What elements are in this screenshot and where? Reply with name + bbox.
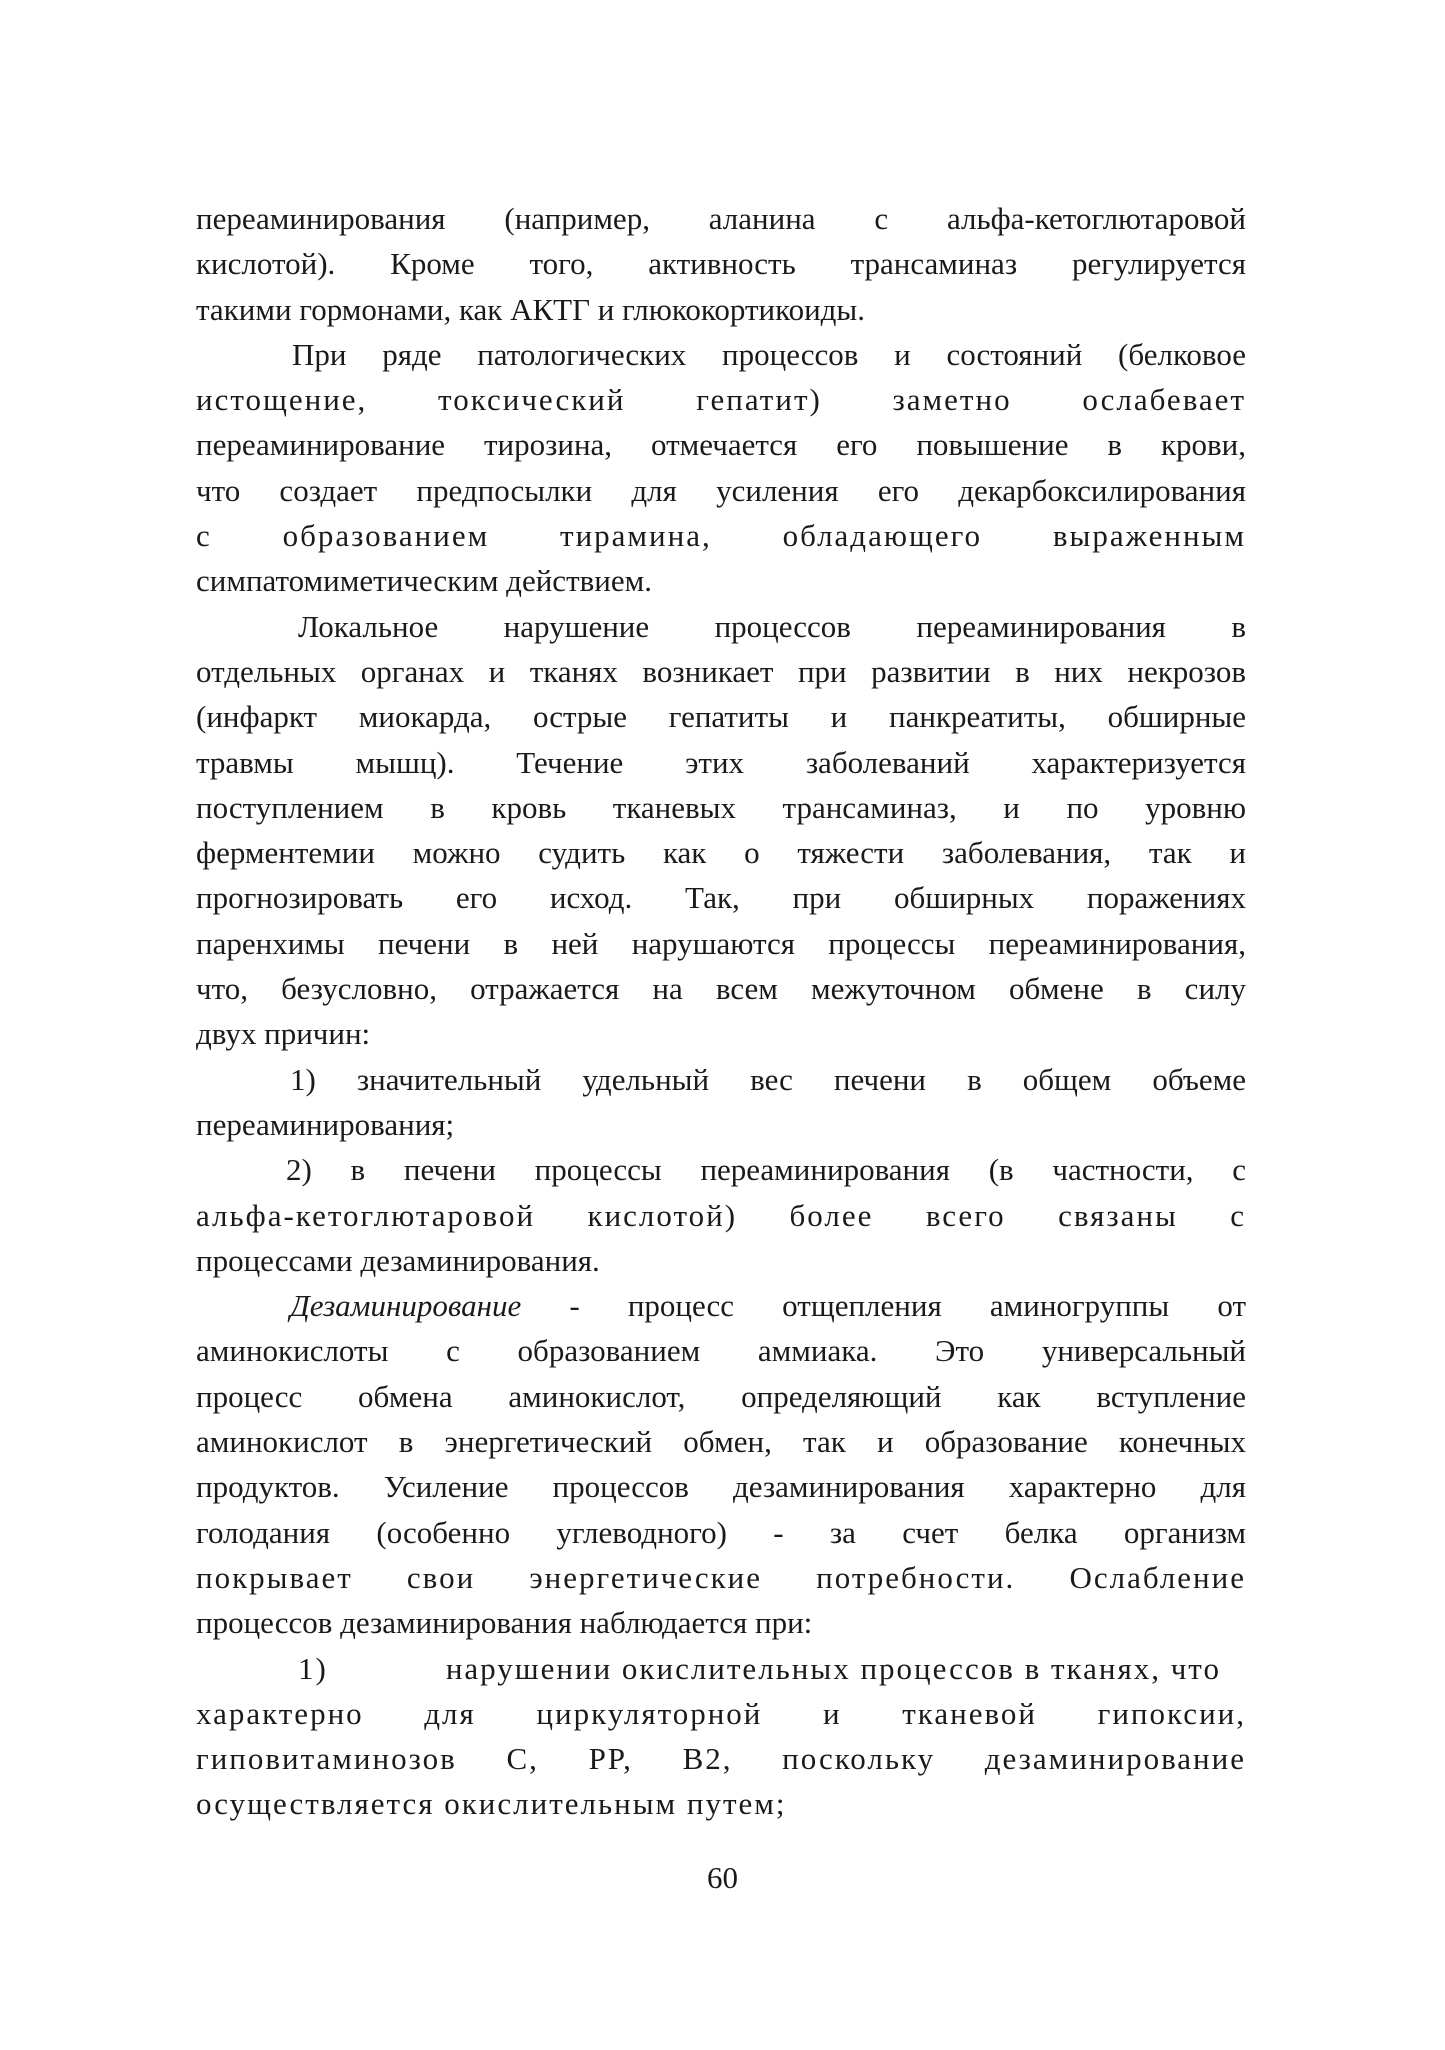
- text-line: двух причин:: [196, 1016, 371, 1052]
- text-line: покрывает свои энергетические потребности. Ослабление: [196, 1559, 1246, 1595]
- text-line: аминокислоты с образованием аммиака. Это универсальный: [196, 1333, 1246, 1369]
- text-line: кислотой). Кроме того, активность трансаминаз регулируется: [196, 246, 1246, 282]
- text-line: что, безусловно, отражается на всем межуточном обмене в силу: [196, 971, 1246, 1007]
- term-deamination: Дезаминирование: [290, 1288, 522, 1324]
- text-fragment: нарушении окислительных процессов в тканях, что: [445, 1650, 1221, 1686]
- text-line: [196, 1283, 1246, 1328]
- text-line: истощение, токсический гепатит) заметно ослабевает: [196, 382, 1246, 418]
- text-line: переаминирования;: [196, 1106, 455, 1142]
- body-text: [196, 196, 1246, 1827]
- text-line: гиповитаминозов С, РР, В2, поскольку дезаминирование: [196, 1741, 1246, 1777]
- text-line: симпатомиметическим действием.: [196, 563, 652, 599]
- text-line: переаминирование тирозина, отмечается его повышение в крови,: [196, 427, 1246, 463]
- list-item-oxidative: [196, 1646, 1246, 1827]
- paragraph-transamination-hormones: [196, 196, 1246, 332]
- text-line: [196, 1646, 1246, 1691]
- text-line: (инфаркт миокарда, острые гепатиты и панкреатиты, обширные: [196, 699, 1246, 735]
- text-line: голодания (особенно углеводного) - за счет белка организм: [196, 1514, 1246, 1550]
- text-line: травмы мышц). Течение этих заболеваний характеризуется: [196, 744, 1246, 780]
- text-line: поступлением в кровь тканевых трансаминаз, и по уровню: [196, 789, 1246, 825]
- text-line: альфа-кетоглютаровой кислотой) более всего связаны с: [196, 1197, 1246, 1233]
- text-line: осуществляется окислительным путем;: [196, 1786, 787, 1822]
- text-line: переаминирования (например, аланина с альфа-кетоглютаровой: [196, 201, 1246, 236]
- text-line: 1) значительный удельный вес печени в общем объеме: [290, 1061, 1246, 1097]
- text-line: характерно для циркуляторной и тканевой гипоксии,: [196, 1695, 1246, 1731]
- text-line: продуктов. Усиление процессов дезаминирования характерно для: [196, 1469, 1246, 1505]
- text-line: процессами дезаминирования.: [196, 1242, 600, 1278]
- text-line: ферментемии можно судить как о тяжести заболевания, так и: [196, 835, 1246, 871]
- text-line: паренхимы печени в ней нарушаются процессы переаминирования,: [196, 925, 1246, 961]
- page-number: 60: [707, 1860, 738, 1895]
- list-item-liver-weight: [196, 1057, 1246, 1148]
- text-line: процессов дезаминирования наблюдается при:: [196, 1605, 813, 1641]
- paragraph-local-disorders: [196, 604, 1246, 1057]
- text-line: процесс обмена аминокислот, определяющий как вступление: [196, 1378, 1246, 1414]
- text-line: такими гормонами, как АКТГ и глюкокортикоиды.: [196, 291, 866, 327]
- list-item-liver-deamination: [196, 1147, 1246, 1283]
- text-line: Локальное нарушение процессов переаминирования в: [298, 608, 1246, 644]
- text-line: аминокислот в энергетический обмен, так и образование конечных: [196, 1424, 1246, 1460]
- paragraph-deamination: [196, 1283, 1246, 1645]
- text-line: При ряде патологических процессов и состояний (белковое: [292, 336, 1246, 372]
- list-marker: 1): [298, 1650, 328, 1686]
- text-fragment: - процесс отщепления аминогруппы от: [521, 1288, 1246, 1324]
- text-line: 2) в печени процессы переаминирования (в частности, с: [286, 1152, 1246, 1188]
- text-line: с образованием тирамина, обладающего выраженным: [196, 518, 1246, 554]
- text-line: что создает предпосылки для усиления его декарбоксилирования: [196, 472, 1246, 508]
- text-line: прогнозировать его исход. Так, при обширных поражениях: [196, 880, 1246, 916]
- text-line: отдельных органах и тканях возникает при развитии в них некрозов: [196, 653, 1246, 689]
- paragraph-tyrosine: [196, 332, 1246, 604]
